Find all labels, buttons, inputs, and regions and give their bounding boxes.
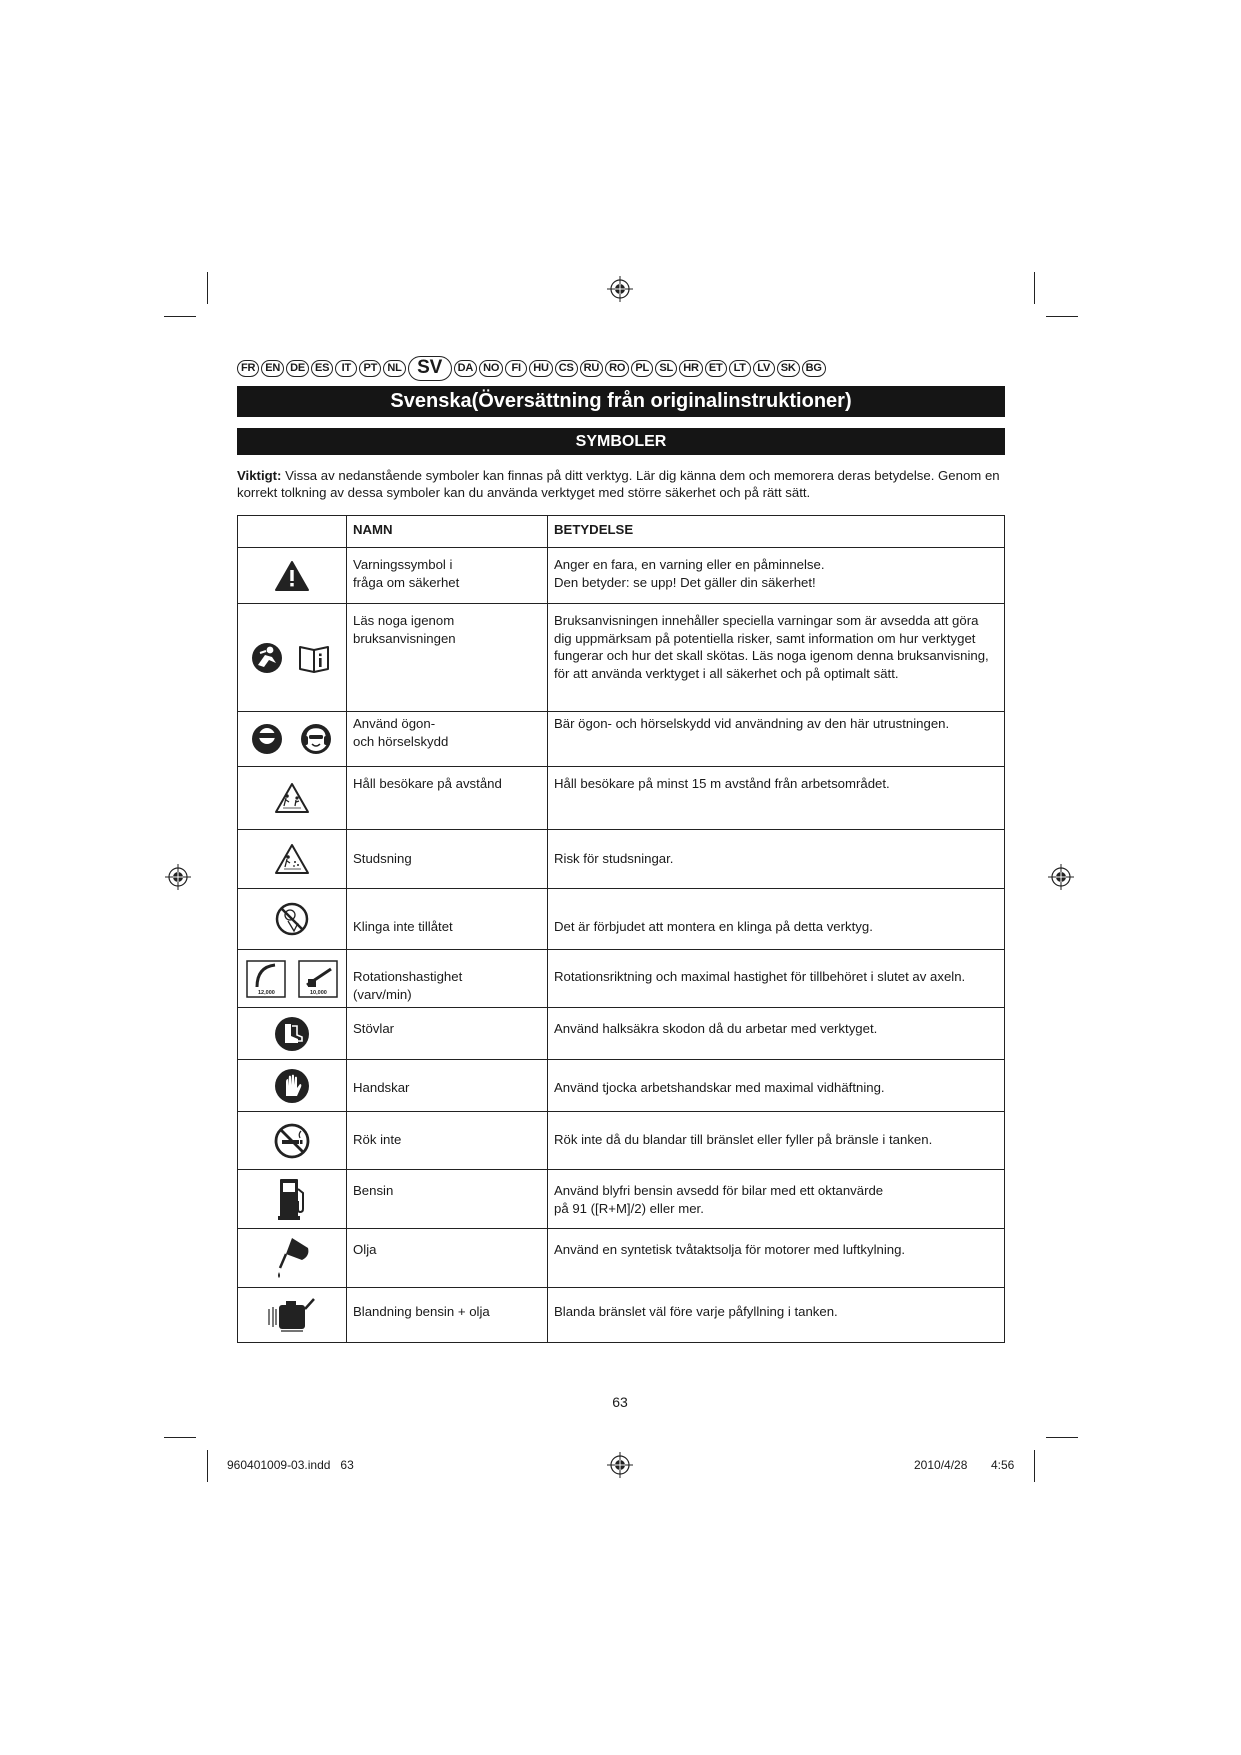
lang-tab-sk[interactable]: SK	[777, 360, 800, 377]
crop-mark-top-right-v	[1034, 272, 1035, 304]
symbol-name: Rotationshastighet (varv/min)	[347, 950, 548, 1008]
lang-tab-pl[interactable]: PL	[631, 360, 653, 377]
no-blade-icon	[274, 901, 310, 937]
symbols-table	[237, 515, 1005, 1343]
table-row	[238, 1008, 1005, 1060]
symbol-cell	[238, 950, 347, 1008]
symbol-name: Stövlar	[347, 1008, 548, 1060]
table-row	[238, 1229, 1005, 1288]
no-smoking-icon	[273, 1122, 311, 1160]
page-number: 63	[612, 1394, 628, 1410]
symbol-meaning: Risk för studsningar.	[548, 830, 1005, 889]
symbol-cell	[238, 1170, 347, 1229]
table-row	[238, 950, 1005, 1008]
symbol-name: Olja	[347, 1229, 548, 1288]
fuel-pump-icon	[275, 1177, 309, 1221]
crop-mark-top-right-h	[1046, 316, 1078, 317]
lang-tab-bg[interactable]: BG	[802, 360, 826, 377]
header-name-col: NAMN	[347, 516, 548, 548]
lang-tab-hu[interactable]: HU	[529, 360, 553, 377]
table-row	[238, 548, 1005, 604]
page-title: Svenska(Översättning från originalinstruktioner)	[237, 386, 1005, 417]
symbol-meaning: Det är förbjudet att montera en klinga på detta verktyg.	[548, 889, 1005, 950]
lang-tab-en[interactable]: EN	[261, 360, 284, 377]
symbol-meaning: Håll besökare på minst 15 m avstånd från arbetsområdet.	[548, 767, 1005, 830]
gloves-icon	[274, 1068, 310, 1104]
lang-tab-fr[interactable]: FR	[237, 360, 259, 377]
keep-bystanders-away-icon	[274, 782, 310, 814]
crop-mark-bottom-left-h	[164, 1437, 196, 1438]
rotation-speed-icon	[245, 959, 339, 999]
symbol-cell	[238, 712, 347, 767]
symbol-name: Studsning	[347, 830, 548, 889]
lang-tab-ru[interactable]: RU	[580, 360, 604, 377]
symbol-cell	[238, 1229, 347, 1288]
rotation-label-10000: 10,000	[310, 989, 327, 996]
table-row	[238, 889, 1005, 950]
table-row	[238, 1112, 1005, 1170]
symbol-name: Använd ögon- och hörselskydd	[347, 712, 548, 767]
lang-tab-et[interactable]: ET	[705, 360, 727, 377]
crop-mark-bottom-left-v	[207, 1450, 208, 1482]
rotation-label-12000: 12,000	[258, 989, 275, 996]
warning-triangle-icon	[274, 560, 310, 592]
symbol-name: Varningssymbol i fråga om säkerhet	[347, 548, 548, 604]
header-icon-col	[238, 516, 347, 548]
lang-tab-fi[interactable]: FI	[505, 360, 527, 377]
intro-label: Viktigt:	[237, 468, 282, 483]
ricochet-icon	[274, 843, 310, 875]
symbol-cell	[238, 604, 347, 712]
symbol-name: Blandning bensin + olja	[347, 1288, 548, 1343]
symbol-cell	[238, 767, 347, 830]
boots-icon	[274, 1016, 310, 1052]
table-row	[238, 604, 1005, 712]
lang-tab-cs[interactable]: CS	[555, 360, 578, 377]
header-meaning-col: BETYDELSE	[548, 516, 1005, 548]
read-manual-icon	[252, 641, 332, 675]
symbol-name: Rök inte	[347, 1112, 548, 1170]
registration-mark-icon	[607, 276, 633, 302]
intro-text: Vissa av nedanstående symboler kan finnas på ditt verktyg. Lär dig känna dem och memorera deras betydelse. Genom en korrekt tolkning av dessa symboler kan du använda verktyget med större säkerhet och på rätt sätt.	[237, 468, 1000, 500]
table-row	[238, 712, 1005, 767]
lang-tab-lv[interactable]: LV	[753, 360, 775, 377]
crop-mark-top-left-v	[207, 272, 208, 304]
lang-tab-pt[interactable]: PT	[359, 360, 381, 377]
footer-time: 4:56	[991, 1458, 1015, 1472]
symbol-meaning: Blanda bränslet väl före varje påfyllning i tanken.	[548, 1288, 1005, 1343]
lang-tab-ro[interactable]: RO	[605, 360, 629, 377]
symbol-cell	[238, 1008, 347, 1060]
lang-tab-sv-active[interactable]: SV	[408, 356, 452, 381]
registration-mark-icon	[1048, 864, 1074, 890]
symbol-cell	[238, 889, 347, 950]
crop-mark-bottom-right-h	[1046, 1437, 1078, 1438]
symbol-cell	[238, 548, 347, 604]
lang-tab-it[interactable]: IT	[335, 360, 357, 377]
symbol-meaning: Bär ögon- och hörselskydd vid användning av den här utrustningen.	[548, 712, 1005, 767]
symbol-meaning: Använd halksäkra skodon då du arbetar med verktyget.	[548, 1008, 1005, 1060]
registration-mark-icon	[607, 1452, 633, 1478]
lang-tab-lt[interactable]: LT	[729, 360, 751, 377]
symbol-cell	[238, 1060, 347, 1112]
symbol-name: Bensin	[347, 1170, 548, 1229]
intro-paragraph	[237, 467, 1007, 501]
lang-tab-nl[interactable]: NL	[383, 360, 405, 377]
crop-mark-bottom-right-v	[1034, 1450, 1035, 1482]
table-row	[238, 767, 1005, 830]
symbol-cell	[238, 830, 347, 889]
lang-tab-hr[interactable]: HR	[679, 360, 703, 377]
lang-tab-es[interactable]: ES	[311, 360, 333, 377]
lang-tab-da[interactable]: DA	[454, 360, 478, 377]
symbol-meaning: Använd en syntetisk tvåtaktsolja för motorer med luftkylning.	[548, 1229, 1005, 1288]
symbol-cell	[238, 1288, 347, 1343]
table-row	[238, 1170, 1005, 1229]
table-row	[238, 1060, 1005, 1112]
language-tabs	[237, 355, 1007, 381]
crop-mark-top-left-h	[164, 316, 196, 317]
registration-mark-icon	[165, 864, 191, 890]
symbol-name: Handskar	[347, 1060, 548, 1112]
lang-tab-no[interactable]: NO	[479, 360, 503, 377]
table-header-row	[238, 516, 1005, 548]
oil-can-icon	[272, 1234, 312, 1282]
footer-date: 2010/4/28	[914, 1458, 968, 1472]
table-row	[238, 1288, 1005, 1343]
lang-tab-de[interactable]: DE	[286, 360, 309, 377]
footer-file: 960401009-03.indd 63	[227, 1458, 354, 1472]
symbol-meaning: Använd tjocka arbetshandskar med maximal vidhäftning.	[548, 1060, 1005, 1112]
symbol-meaning: Anger en fara, en varning eller en påminnelse. Den betyder: se upp! Det gäller din säkerhet!	[548, 548, 1005, 604]
symbol-cell	[238, 1112, 347, 1170]
fuel-mix-can-icon	[266, 1295, 318, 1335]
symbol-name: Håll besökare på avstånd	[347, 767, 548, 830]
symbol-meaning: Använd blyfri bensin avsedd för bilar med ett oktanvärde på 91 ([R+M]/2) eller mer.	[548, 1170, 1005, 1229]
table-row	[238, 830, 1005, 889]
symbol-name: Läs noga igenom bruksanvisningen	[347, 604, 548, 712]
eye-ear-protection-icon	[252, 722, 332, 756]
symbol-meaning: Rotationsriktning och maximal hastighet för tillbehöret i slutet av axeln.	[548, 950, 1005, 1008]
lang-tab-sl[interactable]: SL	[655, 360, 677, 377]
symbol-meaning: Rök inte då du blandar till bränslet eller fyller på bränsle i tanken.	[548, 1112, 1005, 1170]
symbol-meaning: Bruksanvisningen innehåller speciella varningar som är avsedda att göra dig uppmärksam på potentiella risker, samt information om hur verktyget fungerar och hur det skall skötas. Läs noga igenom denna bruksanvisning, för att använda verktyget i all säkerhet och på optimalt sätt.	[548, 604, 1005, 712]
symbol-name: Klinga inte tillåtet	[347, 889, 548, 950]
section-heading: SYMBOLER	[237, 428, 1005, 455]
